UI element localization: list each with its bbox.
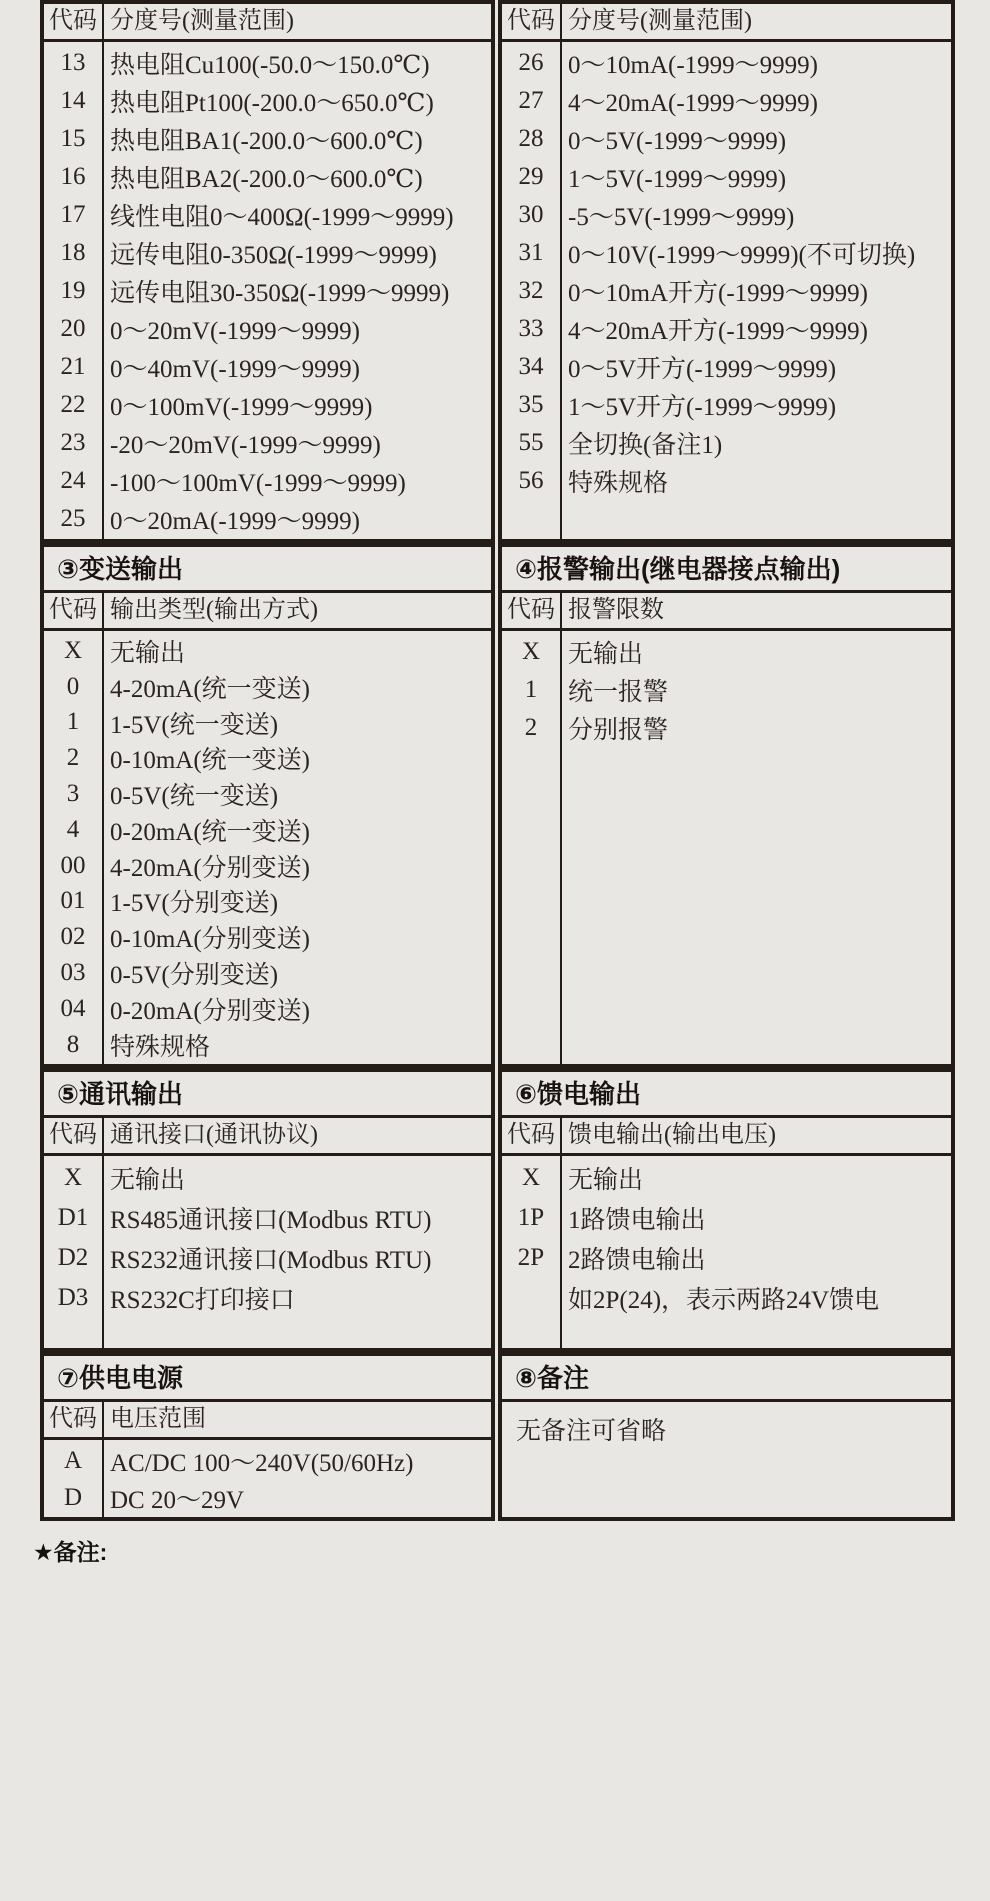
value-cell: 0-10mA(分别变送) bbox=[110, 926, 310, 954]
code-cell: 28 bbox=[518, 125, 544, 152]
value-cell: 0～5V开方(-1999～9999) bbox=[568, 356, 837, 383]
value-cell: -5～5V(-1999～9999) bbox=[568, 204, 795, 231]
col-header-range: 分度号(测量范围) bbox=[568, 8, 752, 34]
input-table-right bbox=[498, 0, 955, 543]
code-cell: D2 bbox=[57, 1244, 89, 1271]
code-cell: 4 bbox=[66, 815, 80, 843]
table-row bbox=[502, 44, 951, 82]
table-row bbox=[502, 272, 951, 310]
code-cell: 56 bbox=[518, 467, 544, 494]
section7-title: ⑦供电电源 bbox=[44, 1356, 491, 1402]
table-row bbox=[44, 1442, 491, 1479]
column-header-row bbox=[502, 593, 951, 631]
table-row bbox=[502, 120, 951, 158]
table-body bbox=[44, 631, 491, 1064]
value-cell: 2路馈电输出 bbox=[568, 1247, 706, 1274]
table-row bbox=[44, 348, 491, 386]
value-cell: 全切换(备注1) bbox=[568, 432, 723, 459]
code-cell: X bbox=[521, 638, 541, 665]
value-cell: AC/DC 100～240V(50/60Hz) bbox=[110, 1449, 414, 1477]
table-row bbox=[44, 462, 491, 500]
table-row bbox=[44, 669, 491, 705]
table-row bbox=[502, 82, 951, 120]
value-cell: 热电阻BA1(-200.0～600.0℃) bbox=[110, 128, 423, 155]
col-header-interface: 通讯接口(通讯协议) bbox=[110, 1122, 318, 1148]
table-row bbox=[44, 919, 491, 955]
table-body bbox=[502, 1156, 951, 1348]
value-cell: 1-5V(统一变送) bbox=[110, 711, 279, 739]
table-body bbox=[44, 42, 491, 539]
value-cell: 0～10mA(-1999～9999) bbox=[568, 52, 818, 79]
table-row bbox=[44, 424, 491, 462]
table-row bbox=[502, 386, 951, 424]
code-cell: 14 bbox=[60, 87, 86, 114]
code-cell: 29 bbox=[518, 163, 544, 190]
column-header-row bbox=[502, 1118, 951, 1156]
column-header-row bbox=[44, 4, 491, 42]
code-cell: 00 bbox=[60, 851, 86, 879]
value-cell: 远传电阻30-350Ω(-1999～9999) bbox=[110, 280, 450, 307]
table-row bbox=[502, 1278, 951, 1318]
table-row bbox=[44, 1158, 491, 1198]
table-body bbox=[44, 1440, 491, 1517]
code-cell: X bbox=[63, 636, 83, 664]
value-cell: 热电阻Cu100(-50.0～150.0℃) bbox=[110, 52, 430, 79]
value-cell: RS485通讯接口(Modbus RTU) bbox=[110, 1207, 432, 1234]
section5-table bbox=[40, 1068, 495, 1352]
section7-table bbox=[40, 1352, 495, 1521]
code-cell: 04 bbox=[60, 994, 86, 1022]
code-cell: D3 bbox=[57, 1284, 89, 1311]
value-cell: 热电阻BA2(-200.0～600.0℃) bbox=[110, 166, 423, 193]
col-header-code: 代码 bbox=[44, 1118, 104, 1153]
code-cell: 26 bbox=[518, 49, 544, 76]
section8-title: ⑧备注 bbox=[502, 1356, 951, 1402]
table-row bbox=[44, 991, 491, 1027]
table-row bbox=[44, 158, 491, 196]
code-cell: 17 bbox=[60, 201, 86, 228]
table-row bbox=[502, 234, 951, 272]
value-cell: 如2P(24)，表示两路24V馈电 bbox=[568, 1287, 880, 1314]
code-cell: 2 bbox=[524, 714, 538, 741]
table-row bbox=[44, 1198, 491, 1238]
value-cell: 1路馈电输出 bbox=[568, 1207, 706, 1234]
table-row bbox=[44, 848, 491, 884]
code-cell: 8 bbox=[66, 1030, 80, 1058]
output-alarm-band bbox=[40, 543, 955, 1068]
code-cell: X bbox=[63, 1164, 83, 1191]
table-row bbox=[44, 955, 491, 991]
section5-title: ⑤通讯输出 bbox=[44, 1072, 491, 1118]
value-cell: 无输出 bbox=[110, 639, 186, 667]
table-row bbox=[502, 709, 951, 747]
table-body bbox=[502, 42, 951, 539]
table-body bbox=[502, 631, 951, 1064]
value-cell: 热电阻Pt100(-200.0～650.0℃) bbox=[110, 90, 434, 117]
value-cell: RS232通讯接口(Modbus RTU) bbox=[110, 1247, 432, 1274]
table-row bbox=[44, 776, 491, 812]
table-row bbox=[44, 82, 491, 120]
section4-table bbox=[498, 543, 955, 1068]
code-cell: 20 bbox=[60, 315, 86, 342]
table-row bbox=[44, 740, 491, 776]
col-header-code: 代码 bbox=[44, 4, 104, 39]
table-row bbox=[502, 633, 951, 671]
section4-title: ④报警输出(继电器接点输出) bbox=[502, 547, 951, 593]
table-row bbox=[44, 310, 491, 348]
value-cell: 1～5V(-1999～9999) bbox=[568, 166, 787, 193]
col-header-code: 代码 bbox=[502, 593, 562, 628]
value-cell: RS232C打印接口 bbox=[110, 1287, 295, 1314]
value-cell: -20～20mV(-1999～9999) bbox=[110, 432, 381, 459]
table-row bbox=[502, 1238, 951, 1278]
table-row bbox=[44, 633, 491, 669]
code-cell: 19 bbox=[60, 277, 86, 304]
section6-title: ⑥馈电输出 bbox=[502, 1072, 951, 1118]
col-header-code: 代码 bbox=[502, 1118, 562, 1153]
code-cell: 1 bbox=[66, 708, 80, 736]
section6-table bbox=[498, 1068, 955, 1352]
value-cell: 无输出 bbox=[110, 1167, 186, 1194]
value-cell: 0～5V(-1999～9999) bbox=[568, 128, 787, 155]
code-cell: 27 bbox=[518, 87, 544, 114]
table-row bbox=[502, 462, 951, 500]
code-cell: 25 bbox=[60, 505, 86, 532]
value-cell: 特殊规格 bbox=[568, 470, 669, 497]
footnotes bbox=[33, 1532, 968, 1573]
value-cell: 0-5V(分别变送) bbox=[110, 962, 279, 990]
code-cell: 2P bbox=[517, 1244, 545, 1271]
value-cell: 特殊规格 bbox=[110, 1033, 211, 1061]
value-cell: 0-20mA(分别变送) bbox=[110, 997, 310, 1025]
table-row bbox=[44, 705, 491, 741]
code-cell: 23 bbox=[60, 429, 86, 456]
table-row bbox=[502, 671, 951, 709]
code-cell: 01 bbox=[60, 887, 86, 915]
table-row bbox=[502, 348, 951, 386]
table-row bbox=[44, 1278, 491, 1318]
code-cell: 24 bbox=[60, 467, 86, 494]
power-remark-band bbox=[40, 1352, 955, 1521]
value-cell: 统一报警 bbox=[568, 679, 669, 706]
table-row bbox=[44, 386, 491, 424]
footnotes-title: ★备注: bbox=[33, 1539, 108, 1565]
col-header-range: 分度号(测量范围) bbox=[110, 8, 294, 34]
input-table-left bbox=[40, 0, 495, 543]
value-cell: 4～20mA(-1999～9999) bbox=[568, 90, 818, 117]
table-body bbox=[44, 1156, 491, 1348]
value-cell: 0-5V(统一变送) bbox=[110, 783, 279, 811]
table-row bbox=[44, 1479, 491, 1516]
value-cell: 0～10mA开方(-1999～9999) bbox=[568, 280, 868, 307]
table-row bbox=[44, 500, 491, 538]
value-cell: 0～40mV(-1999～9999) bbox=[110, 356, 360, 383]
code-cell: 2 bbox=[66, 744, 80, 772]
table-row bbox=[44, 1027, 491, 1063]
value-cell: DC 20～29V bbox=[110, 1486, 245, 1514]
table-row bbox=[44, 812, 491, 848]
column-header-row bbox=[44, 1118, 491, 1156]
value-cell: 分别报警 bbox=[568, 717, 669, 744]
table-row bbox=[44, 884, 491, 920]
code-cell: 31 bbox=[518, 239, 544, 266]
section3-title: ③变送输出 bbox=[44, 547, 491, 593]
value-cell: 1～5V开方(-1999～9999) bbox=[568, 394, 837, 421]
value-cell: 4-20mA(分别变送) bbox=[110, 854, 310, 882]
code-cell: 34 bbox=[518, 353, 544, 380]
value-cell: 4～20mA开方(-1999～9999) bbox=[568, 318, 868, 345]
table-row bbox=[502, 196, 951, 234]
comm-feed-band bbox=[40, 1068, 955, 1352]
code-cell: X bbox=[521, 1164, 541, 1191]
value-cell: 4-20mA(统一变送) bbox=[110, 675, 310, 703]
code-cell: 22 bbox=[60, 391, 86, 418]
table-row bbox=[502, 310, 951, 348]
col-header-code: 代码 bbox=[44, 593, 104, 628]
value-cell: 0～100mV(-1999～9999) bbox=[110, 394, 373, 421]
code-cell: 16 bbox=[60, 163, 86, 190]
code-cell: 30 bbox=[518, 201, 544, 228]
table-row bbox=[44, 272, 491, 310]
section3-table bbox=[40, 543, 495, 1068]
section8-table bbox=[498, 1352, 955, 1521]
code-cell: D1 bbox=[57, 1204, 89, 1231]
table-row bbox=[44, 44, 491, 82]
value-cell: 线性电阻0～400Ω(-1999～9999) bbox=[110, 204, 454, 231]
col-header-voltage: 馈电输出(输出电压) bbox=[568, 1122, 776, 1148]
column-header-row bbox=[44, 1402, 491, 1440]
value-cell: 远传电阻0-350Ω(-1999～9999) bbox=[110, 242, 437, 269]
code-cell: 35 bbox=[518, 391, 544, 418]
value-cell: 无输出 bbox=[568, 641, 644, 668]
table-row bbox=[502, 1198, 951, 1238]
table-row bbox=[44, 196, 491, 234]
section8-content: 无备注可省略 bbox=[516, 1418, 667, 1445]
code-cell: 1 bbox=[524, 676, 538, 703]
table-row bbox=[44, 120, 491, 158]
value-cell: 0～10V(-1999～9999)(不可切换) bbox=[568, 242, 916, 269]
column-header-row bbox=[502, 4, 951, 42]
code-cell: 13 bbox=[60, 49, 86, 76]
code-cell: 1P bbox=[517, 1204, 545, 1231]
input-code-tables-band bbox=[40, 0, 955, 543]
code-cell: 02 bbox=[60, 923, 86, 951]
code-cell: 18 bbox=[60, 239, 86, 266]
table-row bbox=[502, 424, 951, 462]
value-cell: 无输出 bbox=[568, 1167, 644, 1194]
table-row bbox=[502, 158, 951, 196]
code-cell: 55 bbox=[518, 429, 544, 456]
code-cell: D bbox=[63, 1483, 83, 1511]
value-cell: 0-10mA(统一变送) bbox=[110, 747, 310, 775]
table-row bbox=[44, 234, 491, 272]
col-header-code: 代码 bbox=[44, 1402, 104, 1437]
code-cell: 3 bbox=[66, 780, 80, 808]
col-header-voltage-range: 电压范围 bbox=[110, 1406, 206, 1432]
value-cell: -100～100mV(-1999～9999) bbox=[110, 470, 406, 497]
col-header-limit: 报警限数 bbox=[568, 597, 664, 623]
table-row bbox=[502, 1158, 951, 1198]
value-cell: 0-20mA(统一变送) bbox=[110, 818, 310, 846]
code-cell: 0 bbox=[66, 672, 80, 700]
col-header-code: 代码 bbox=[502, 4, 562, 39]
col-header-type: 输出类型(输出方式) bbox=[110, 597, 318, 623]
code-cell: 33 bbox=[518, 315, 544, 342]
code-cell: A bbox=[63, 1446, 83, 1474]
table-row bbox=[44, 1238, 491, 1278]
code-cell: 15 bbox=[60, 125, 86, 152]
value-cell: 0～20mV(-1999～9999) bbox=[110, 318, 360, 345]
code-cell: 03 bbox=[60, 959, 86, 987]
value-cell: 0～20mA(-1999～9999) bbox=[110, 508, 360, 535]
code-cell: 21 bbox=[60, 353, 86, 380]
column-header-row bbox=[44, 593, 491, 631]
code-cell: 32 bbox=[518, 277, 544, 304]
value-cell: 1-5V(分别变送) bbox=[110, 890, 279, 918]
